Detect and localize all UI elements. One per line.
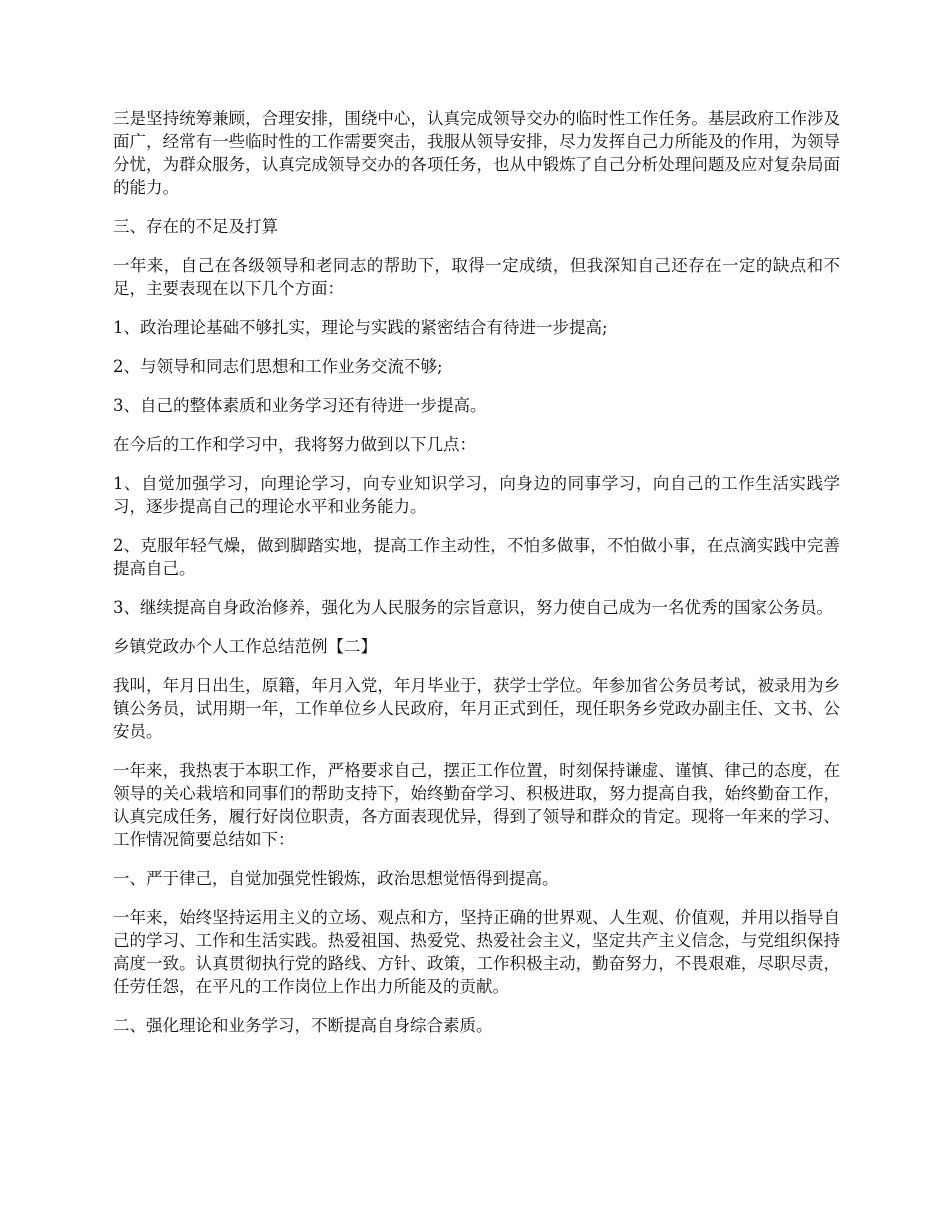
heading-self-discipline: 一、严于律己，自觉加强党性锻炼，政治思想觉悟得到提高。 bbox=[113, 869, 559, 888]
list-item-plan-1: 1、自觉加强学习，向理论学习，向专业知识学习，向身边的同事学习，向自己的工作生活实践学习，逐步提高自己的理论水平和业务能力。 bbox=[113, 474, 840, 516]
section-title-example-2: 乡镇党政办个人工作总结范例【二】 bbox=[113, 637, 377, 656]
list-item-plan-2: 2、克服年轻气燥，做到脚踏实地，提高工作主动性，不怕多做事，不怕做小事，在点滴实践中完善提高自己。 bbox=[113, 536, 840, 578]
paragraph-political-ideology: 一年来，始终坚持运用主义的立场、观点和方，坚持正确的世界观、人生观、价值观，并用以指导自己的学习、工作和生活实践。热爱祖国、热爱党、热爱社会主义，坚定共产主义信念，与党组织保持高度一致。认真贯彻执行党的路线、方针、政策，工作积极主动，勤奋努力，不畏艰难，尽职尽责，任劳任怨，在平凡的工作岗位上作出力所能及的贡献。 bbox=[113, 908, 840, 996]
document-body bbox=[113, 107, 840, 1053]
paragraph-shortcomings-intro: 一年来，自己在各级领导和老同志的帮助下，取得一定成绩，但我深知自己还存在一定的缺点和不足，主要表现在以下几个方面： bbox=[113, 256, 840, 298]
paragraph-year-overview: 一年来，我热衷于本职工作，严格要求自己，摆正工作位置，时刻保持谦虚、谨慎、律己的态度，在领导的关心栽培和同事们的帮助支持下，始终勤奋学习、积极进取，努力提高自我，始终勤奋工作，认真完成任务，履行好岗位职责，各方面表现优异，得到了领导和群众的肯定。现将一年来的学习、工作情况简要总结如下： bbox=[113, 761, 840, 849]
paragraph-self-introduction: 我叫，年月日出生，原籍，年月入党，年月毕业于，获学士学位。年参加省公务员考试，被录用为乡镇公务员，试用期一年，工作单位乡人民政府，年月正式到任，现任职务乡党政办副主任、文书、公安员。 bbox=[113, 676, 840, 741]
list-item-shortcoming-2: 2、与领导和同志们思想和工作业务交流不够; bbox=[113, 357, 443, 376]
heading-shortcomings: 三、存在的不足及打算 bbox=[113, 217, 278, 236]
list-item-plan-3: 3、继续提高自身政治修养，强化为人民服务的宗旨意识，努力使自己成为一名优秀的国家公务员。 bbox=[113, 598, 833, 617]
paragraph-plans-intro: 在今后的工作和学习中，我将努力做到以下几点： bbox=[113, 435, 476, 454]
list-item-shortcoming-3: 3、自己的整体素质和业务学习还有待进一步提高。 bbox=[113, 396, 487, 415]
paragraph-coordination: 三是坚持统筹兼顾，合理安排，围绕中心，认真完成领导交办的临时性工作任务。基层政府工作涉及面广，经常有一些临时性的工作需要突击，我服从领导安排，尽力发挥自己力所能及的作用，为领导分忧，为群众服务，认真完成领导交办的各项任务，也从中锻炼了自己分析处理问题及应对复杂局面的能力。 bbox=[113, 109, 840, 197]
heading-theory-study: 二、强化理论和业务学习，不断提高自身综合素质。 bbox=[113, 1016, 493, 1035]
list-item-shortcoming-1: 1、政治理论基础不够扎实，理论与实践的紧密结合有待进一步提高; bbox=[113, 318, 608, 337]
